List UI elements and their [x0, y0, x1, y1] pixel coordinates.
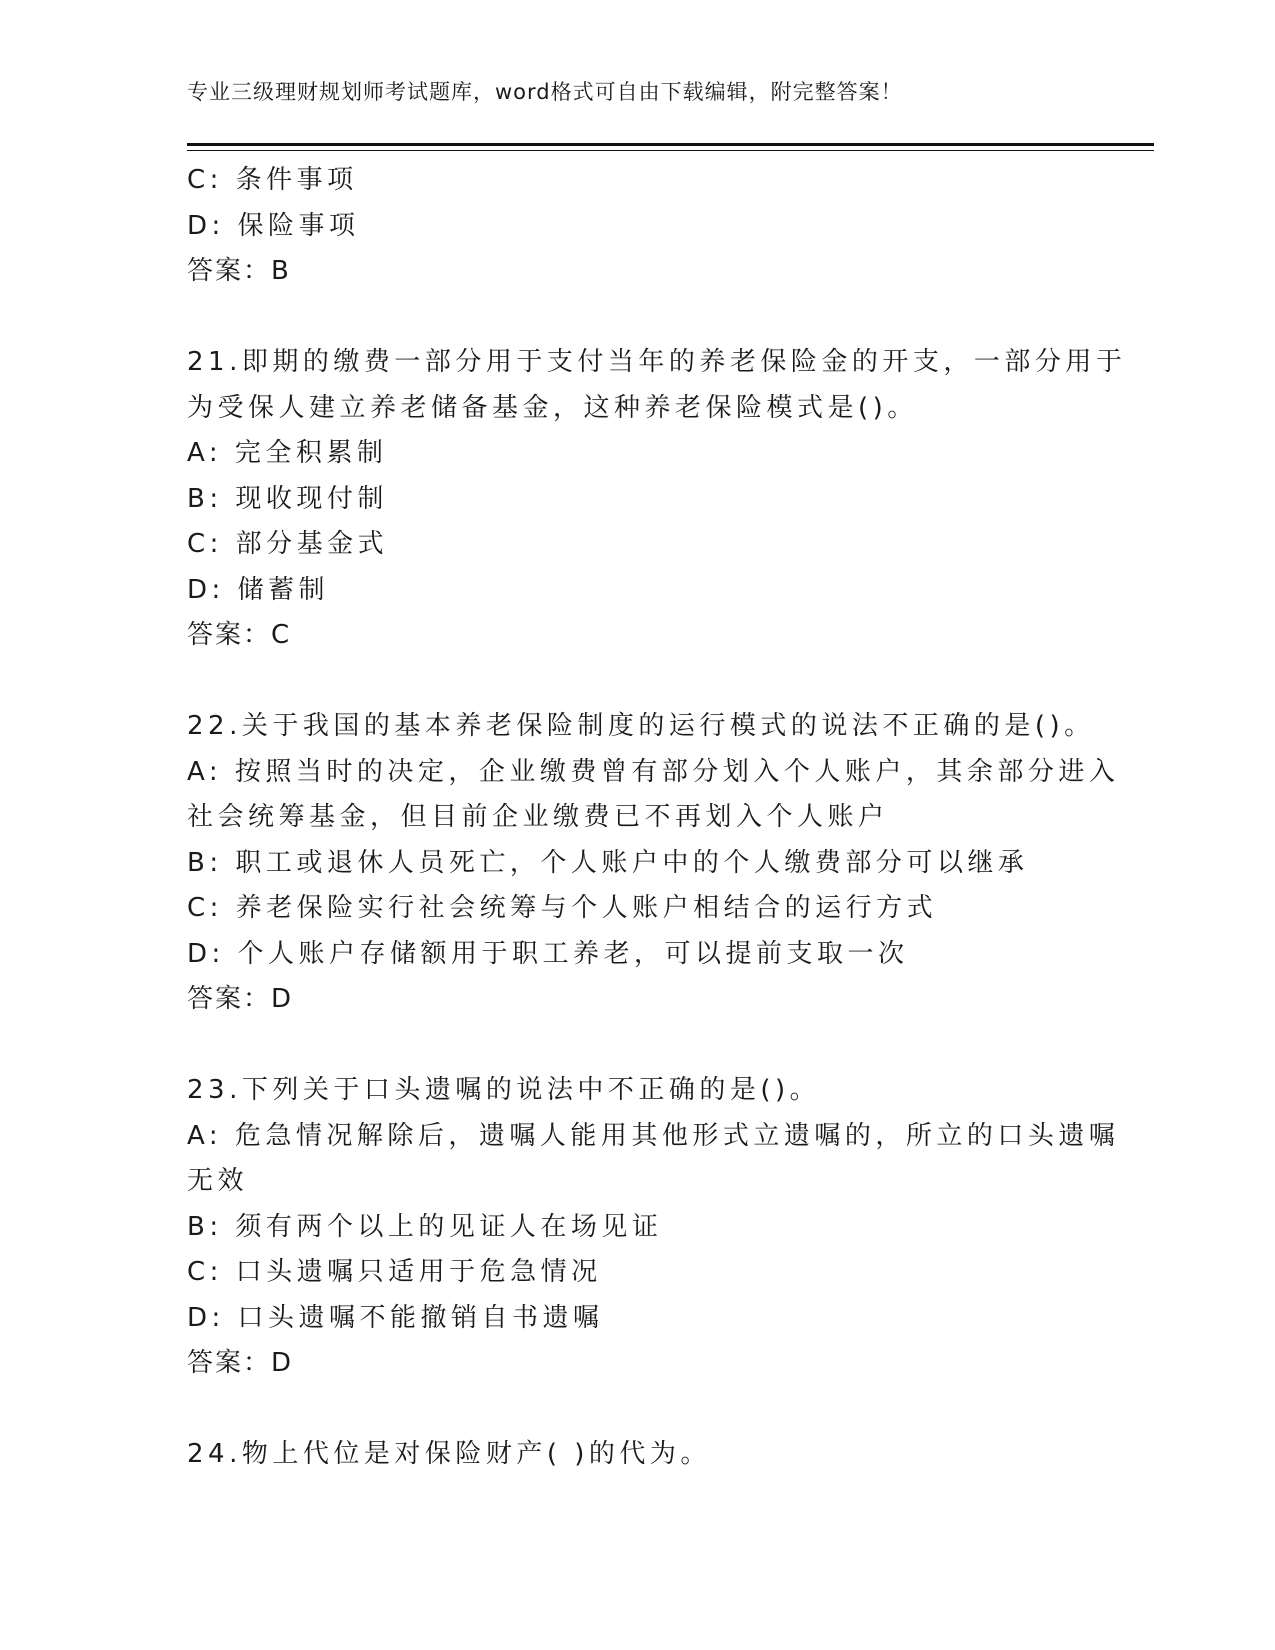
q22-stem: 22.关于我国的基本养老保险制度的运行模式的说法不正确的是()。 — [187, 711, 1095, 741]
q21-option-a: A: 完全积累制 — [187, 438, 388, 468]
q23-option-a-line2: 无效 — [187, 1166, 249, 1196]
q20-answer: 答案：B — [187, 256, 291, 286]
header-rule-thin — [187, 150, 1154, 151]
spacer — [187, 659, 1087, 705]
q23-option-c: C: 口头遗嘱只适用于危急情况 — [187, 1257, 602, 1287]
spacer — [187, 295, 1087, 341]
q23-option-a-line1: A: 危急情况解除后，遗嘱人能用其他形式立遗嘱的，所立的口头遗嘱 — [187, 1120, 1120, 1151]
q22-answer: 答案：D — [187, 984, 294, 1014]
q21-stem-line2: 为受保人建立养老储备基金，这种养老保险模式是()。 — [187, 392, 918, 423]
q22-option-a-line1: A: 按照当时的决定，企业缴费曾有部分划入个人账户，其余部分进入 — [187, 756, 1120, 787]
q22-option-c: C: 养老保险实行社会统筹与个人账户相结合的运行方式 — [187, 893, 938, 923]
q22-option-b: B: 职工或退休人员死亡，个人账户中的个人缴费部分可以继承 — [187, 847, 1029, 878]
q23-stem: 23.下列关于口头遗嘱的说法中不正确的是()。 — [187, 1075, 821, 1105]
q22-option-a-line2: 社会统筹基金，但目前企业缴费已不再划入个人账户 — [187, 802, 889, 832]
q20-option-d: D: 保险事项 — [187, 210, 360, 241]
q21-option-c: C: 部分基金式 — [187, 529, 389, 559]
q20-option-c: C: 条件事项 — [187, 165, 358, 195]
q23-option-b: B: 须有两个以上的见证人在场见证 — [187, 1211, 663, 1242]
page-header: 专业三级理财规划师考试题库，word格式可自由下载编辑，附完整答案！ — [187, 80, 903, 104]
q23-answer: 答案：D — [187, 1348, 294, 1378]
q22-option-d: D: 个人账户存储额用于职工养老，可以提前支取一次 — [187, 938, 909, 969]
header-rule-thick — [187, 143, 1154, 146]
q21-option-d: D: 储蓄制 — [187, 574, 330, 605]
question-content — [187, 158, 1127, 1478]
spacer — [187, 1387, 1087, 1433]
q24-stem: 24.物上代位是对保险财产( )的代为。 — [187, 1439, 711, 1469]
spacer — [187, 1023, 1087, 1069]
q23-option-d: D: 口头遗嘱不能撤销自书遗嘱 — [187, 1302, 604, 1333]
q21-stem-line1: 21.即期的缴费一部分用于支付当年的养老保险金的开支，一部分用于 — [187, 347, 1127, 377]
q21-answer: 答案：C — [187, 620, 292, 650]
q21-option-b: B: 现收现付制 — [187, 483, 388, 514]
